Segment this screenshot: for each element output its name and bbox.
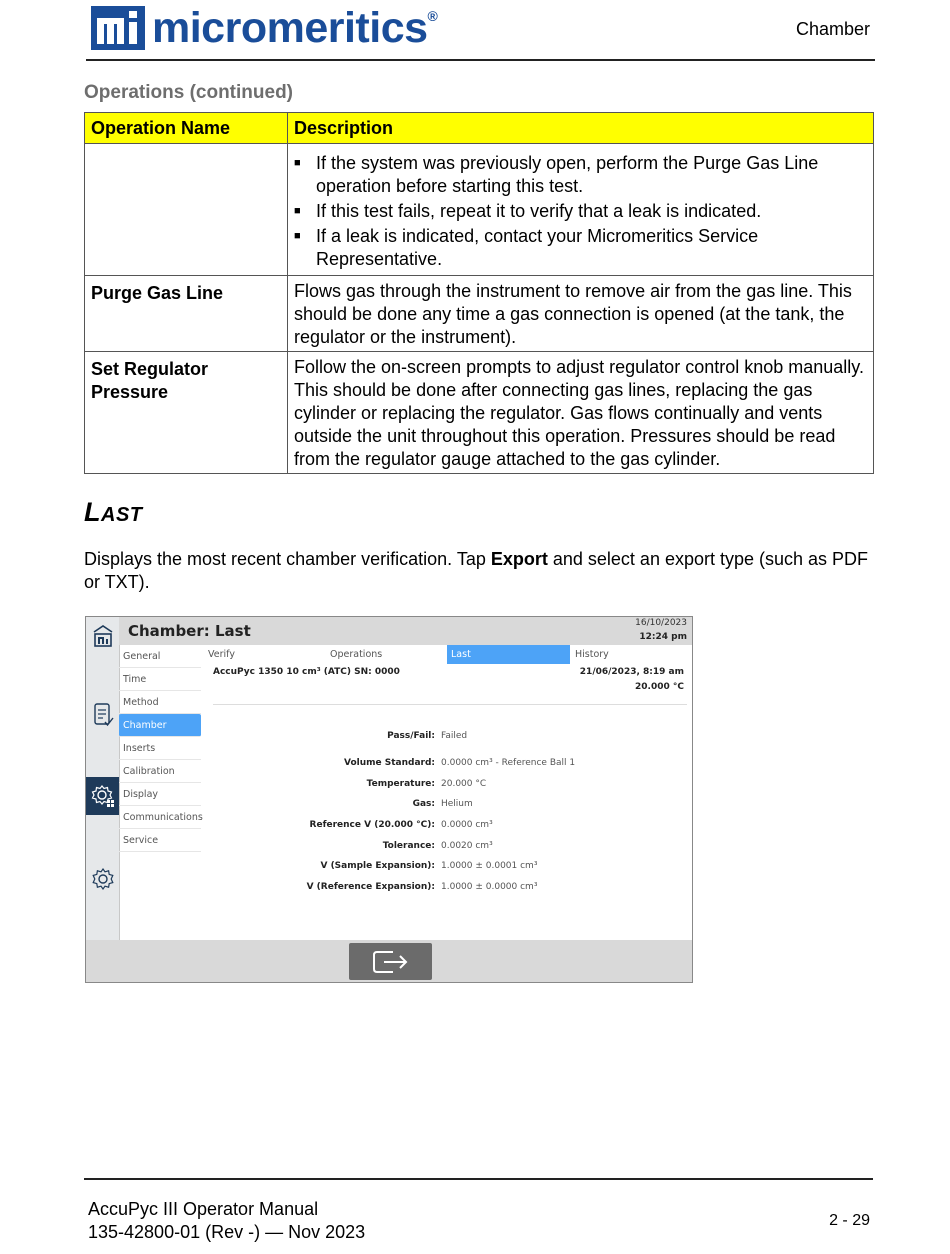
export-button[interactable] [349, 943, 432, 980]
operation-name-cell: Purge Gas Line [85, 276, 288, 352]
result-label: Tolerance: [382, 841, 435, 851]
result-value: 1.0000 ± 0.0001 cm³ [441, 861, 538, 871]
subnav-item-chamber[interactable]: Chamber [119, 714, 201, 737]
subnav-item-general[interactable]: General [119, 645, 201, 668]
home-logo-icon[interactable] [86, 621, 119, 651]
section-paragraph: Displays the most recent chamber verification. Tap Export and select an export type (such as PDF or TXT). [84, 549, 869, 592]
run-temperature: 20.000 °C [635, 682, 684, 692]
bullet-item: ■ If the system was previously open, perform the Purge Gas Line operation before starting this test. [316, 152, 867, 198]
result-value: 0.0000 cm³ - Reference Ball 1 [441, 758, 576, 768]
tab-history[interactable]: History [575, 649, 609, 660]
bottom-action-bar [86, 940, 692, 982]
section-heading-last: LAST [84, 497, 143, 527]
page-number: 2 - 29 [829, 1212, 870, 1229]
screen-title: Chamber: Last [128, 622, 251, 640]
result-label: V (Sample Expansion): [320, 861, 435, 871]
result-value: 20.000 °C [441, 779, 487, 789]
subnav-item-communications[interactable]: Communications [119, 806, 201, 829]
subnav-item-calibration[interactable]: Calibration [119, 760, 201, 783]
left-icon-rail [86, 617, 120, 940]
operation-name-cell: Set Regulator Pressure [85, 352, 288, 474]
content-divider [213, 704, 687, 705]
result-label: Reference V (20.000 °C): [309, 820, 435, 830]
footer-doc-number: 135-42800-01 (Rev -) — Nov 2023 [88, 1222, 366, 1242]
table-header-row [85, 113, 874, 144]
subnav-item-service[interactable]: Service [119, 829, 201, 852]
report-icon[interactable] [86, 697, 119, 733]
bullet-list [294, 152, 867, 271]
settings-grid-icon[interactable] [86, 777, 119, 815]
header-divider [86, 59, 875, 61]
table-row [85, 144, 874, 276]
result-label: V (Reference Expansion): [306, 882, 435, 892]
subnav-item-display[interactable]: Display [119, 783, 201, 806]
operation-name-cell [85, 144, 288, 276]
result-value: Failed [441, 731, 468, 741]
micromeritics-logo [91, 6, 437, 50]
settings-subnav [119, 645, 201, 852]
gear-icon[interactable] [86, 861, 119, 897]
export-term: Export [490, 549, 548, 569]
result-value: 0.0020 cm³ [441, 841, 493, 851]
result-value: 0.0000 cm³ [441, 820, 493, 830]
result-label: Volume Standard: [343, 758, 435, 768]
result-label: Temperature: [366, 779, 435, 789]
operations-table [84, 112, 874, 474]
mi-logo-icon [91, 6, 145, 50]
column-header-operation-name: Operation Name [85, 113, 288, 144]
device-identifier: AccuPyc 1350 10 cm³ (ATC) SN: 0000 [213, 667, 400, 677]
screen-title-bar [119, 617, 692, 645]
chamber-last-screenshot [85, 616, 693, 983]
description-cell: Flows gas through the instrument to remove air from the gas line. This should be done any time a gas connection is opened (at the tank, the regulator or the instrument). [288, 276, 874, 352]
table-row [85, 276, 874, 352]
result-label: Pass/Fail: [387, 731, 435, 741]
subnav-item-time[interactable]: Time [119, 668, 201, 691]
system-time: 12:24 pm [639, 632, 687, 642]
subnav-item-method[interactable]: Method [119, 691, 201, 714]
description-cell [288, 144, 874, 276]
column-header-description: Description [288, 113, 874, 144]
result-value: 1.0000 ± 0.0000 cm³ [441, 882, 538, 892]
system-date: 16/10/2023 [635, 618, 687, 628]
table-caption: Operations (continued) [84, 82, 293, 103]
footer-manual-title: AccuPyc III Operator Manual [88, 1199, 319, 1219]
tab-verify[interactable]: Verify [208, 649, 235, 660]
tab-operations[interactable]: Operations [330, 649, 383, 660]
bullet-item: ■ If a leak is indicated, contact your Micromeritics Service Representative. [316, 225, 867, 271]
footer-divider [84, 1178, 873, 1180]
table-row [85, 352, 874, 474]
run-date: 21/06/2023, 8:19 am [579, 667, 684, 677]
bullet-item: ■ If this test fails, repeat it to verify that a leak is indicated. [316, 200, 867, 223]
result-value: Helium [441, 799, 473, 809]
logo-wordmark: micromeritics® [152, 4, 438, 52]
chamber-tabs [204, 645, 692, 665]
subnav-item-inserts[interactable]: Inserts [119, 737, 201, 760]
header-section-title: Chamber [795, 19, 870, 39]
tab-last[interactable]: Last [447, 645, 570, 664]
description-cell: Follow the on-screen prompts to adjust regulator control knob manually. This should be done after connecting gas lines, replacing the gas cylinder or replacing the regulator. Gas flows continually and vents outside the unit throughout this operation. Pressures should be read from the regulator gauge attached to the gas cylinder. [288, 352, 874, 474]
export-icon [371, 948, 411, 976]
result-label: Gas: [412, 799, 435, 809]
